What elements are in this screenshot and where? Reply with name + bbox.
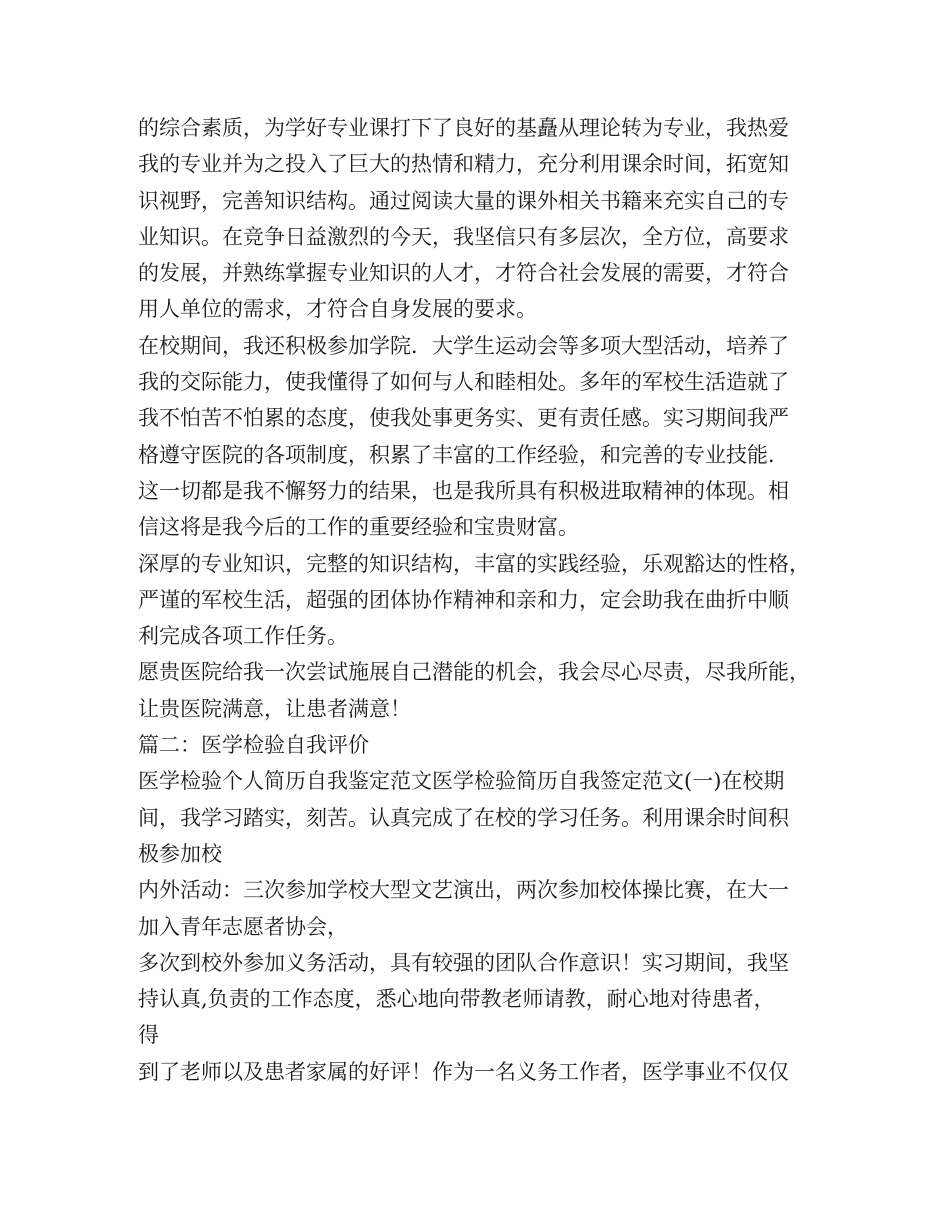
text-line: 深厚的专业知识，完整的知识结构，丰富的实践经验，乐观豁达的性格， — [138, 551, 810, 576]
text-line: 持认真,负责的工作态度，悉心地向带教老师请教，耐心地对待患者， — [138, 987, 775, 1012]
text-line: 我的专业并为之投入了巨大的热情和精力，充分利用课余时间，拓宽知 — [138, 152, 789, 177]
text-line: 的发展，并熟练掌握专业知识的人才，才符合社会发展的需要，才符合 — [138, 261, 789, 286]
text-line: 识视野，完善知识结构。通过阅读大量的课外相关书籍来充实自己的专 — [138, 188, 789, 213]
text-line: 业知识。在竞争日益激烈的今天，我坚信只有多层次，全方位，高要求 — [138, 224, 789, 249]
text-line: 内外活动：三次参加学校大型文艺演出，两次参加校体操比赛，在大一 — [138, 878, 789, 903]
text-line: 这一切都是我不懈努力的结果，也是我所具有积极进取精神的体现。相 — [138, 478, 789, 503]
text-line: 间，我学习踏实，刻苦。认真完成了在校的学习任务。利用课余时间积 — [138, 805, 789, 830]
text-line: 我的交际能力，使我懂得了如何与人和睦相处。多年的军校生活造就了 — [138, 370, 789, 395]
text-line: 信这将是我今后的工作的重要经验和宝贵财富。 — [138, 515, 579, 540]
text-line: 我不怕苦不怕累的态度，使我处事更务实、更有责任感。实习期间我严 — [138, 406, 789, 431]
section-heading: 篇二：医学检验自我评价 — [138, 733, 369, 758]
text-line: 愿贵医院给我一次尝试施展自己潜能的机会，我会尽心尽责，尽我所能， — [138, 660, 810, 685]
text-line: 利完成各项工作任务。 — [138, 624, 348, 649]
text-line: 极参加校 — [138, 841, 222, 866]
text-line: 的综合素质，为学好专业课打下了良好的基矗从理论转为专业，我热爱 — [138, 116, 789, 140]
text-line: 让贵医院满意，让患者满意！ — [138, 696, 411, 721]
text-line: 到了老师以及患者家属的好评！作为一名义务工作者，医学事业不仅仅 — [138, 1059, 789, 1084]
text-line: 格遵守医院的各项制度，积累了丰富的工作经验，和完善的专业技能． — [138, 442, 789, 467]
text-line: 医学检验个人简历自我鉴定范文医学检验简历自我签定范文(一)在校期 — [138, 769, 785, 794]
document-body — [138, 110, 828, 1090]
text-line: 在校期间，我还积极参加学院．大学生运动会等多项大型活动，培养了 — [138, 333, 789, 358]
text-line: 多次到校外参加义务活动，具有较强的团队合作意识！实习期间，我坚 — [138, 950, 789, 975]
text-line: 加入青年志愿者协会， — [138, 914, 348, 939]
text-line: 用人单位的需求，才符合自身发展的要求。 — [138, 297, 537, 322]
text-line: 严谨的军校生活，超强的团体协作精神和亲和力，定会助我在曲折中顺 — [138, 587, 789, 612]
text-line: 得 — [138, 1023, 159, 1048]
